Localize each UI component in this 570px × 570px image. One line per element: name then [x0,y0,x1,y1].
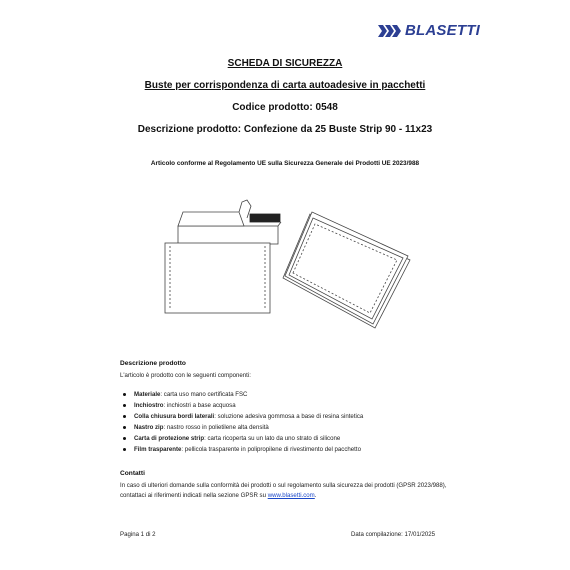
contacts-text-after: . [314,491,317,499]
component-text: : pellicola trasparente in polipropilene di rivestimento del pacchetto [181,446,361,453]
page-title: SCHEDA DI SICUREZZA [227,58,343,69]
description-heading: Descrizione prodotto [120,360,186,367]
list-item [120,444,363,455]
product-description: Descrizione prodotto: Confezione da 25 Buste Strip 90 - 11x23 [137,124,433,135]
component-text: : nastro rosso in polietilene alta densità [163,424,269,431]
product-subtitle: Buste per corrispondenza di carta autoadesive in pacchetti [144,80,426,91]
component-label: Colla chiusura bordi laterali [134,413,215,420]
list-item [120,422,363,433]
list-item [120,389,363,400]
component-label: Carta di protezione strip [134,435,205,442]
component-text: : inchiostri a base acquosa [163,402,236,409]
website-link[interactable]: www.blasetti.com [267,491,315,499]
contacts-paragraph [120,481,460,500]
conformity-statement: Articolo conforme al Regolamento UE sulla Sicurezza Generale dei Prodotti UE 2023/988 [150,160,420,167]
product-illustration [155,196,425,336]
list-item [120,411,363,422]
components-list [120,389,363,455]
list-item [120,400,363,411]
contacts-heading: Contatti [120,470,145,477]
contacts-text-before: In caso di ulteriori domande sulla conformità dei prodotti o sul regolamento sulla sicurezza dei prodotti (GPSR 2023/988), contattaci ai riferimenti indicati nella sezione GPSR su [120,482,447,499]
list-item [120,433,363,444]
component-text: : carta ricoperta su un lato da uno strato di silicone [204,435,341,442]
description-intro: L'articolo è prodotto con le seguenti componenti: [120,372,251,379]
component-text: : soluzione adesiva gommosa a base di resina sintetica [214,413,364,420]
component-text: : carta uso mano certificata FSC [160,391,248,398]
blasetti-logo [378,22,480,39]
component-label: Materiale [134,391,161,398]
page-number: Pagina 1 di 2 [120,531,156,538]
component-label: Nastro zip [134,424,164,431]
component-label: Inchiostro [134,402,164,409]
envelopes-illustration-icon [155,196,425,331]
component-label: Film trasparente [134,446,182,453]
product-code: Codice prodotto: 0548 [232,102,338,113]
logo-text: BLASETTI [405,22,480,39]
logo-chevrons-icon [378,24,402,38]
compilation-date: Data compilazione: 17/01/2025 [351,531,436,538]
